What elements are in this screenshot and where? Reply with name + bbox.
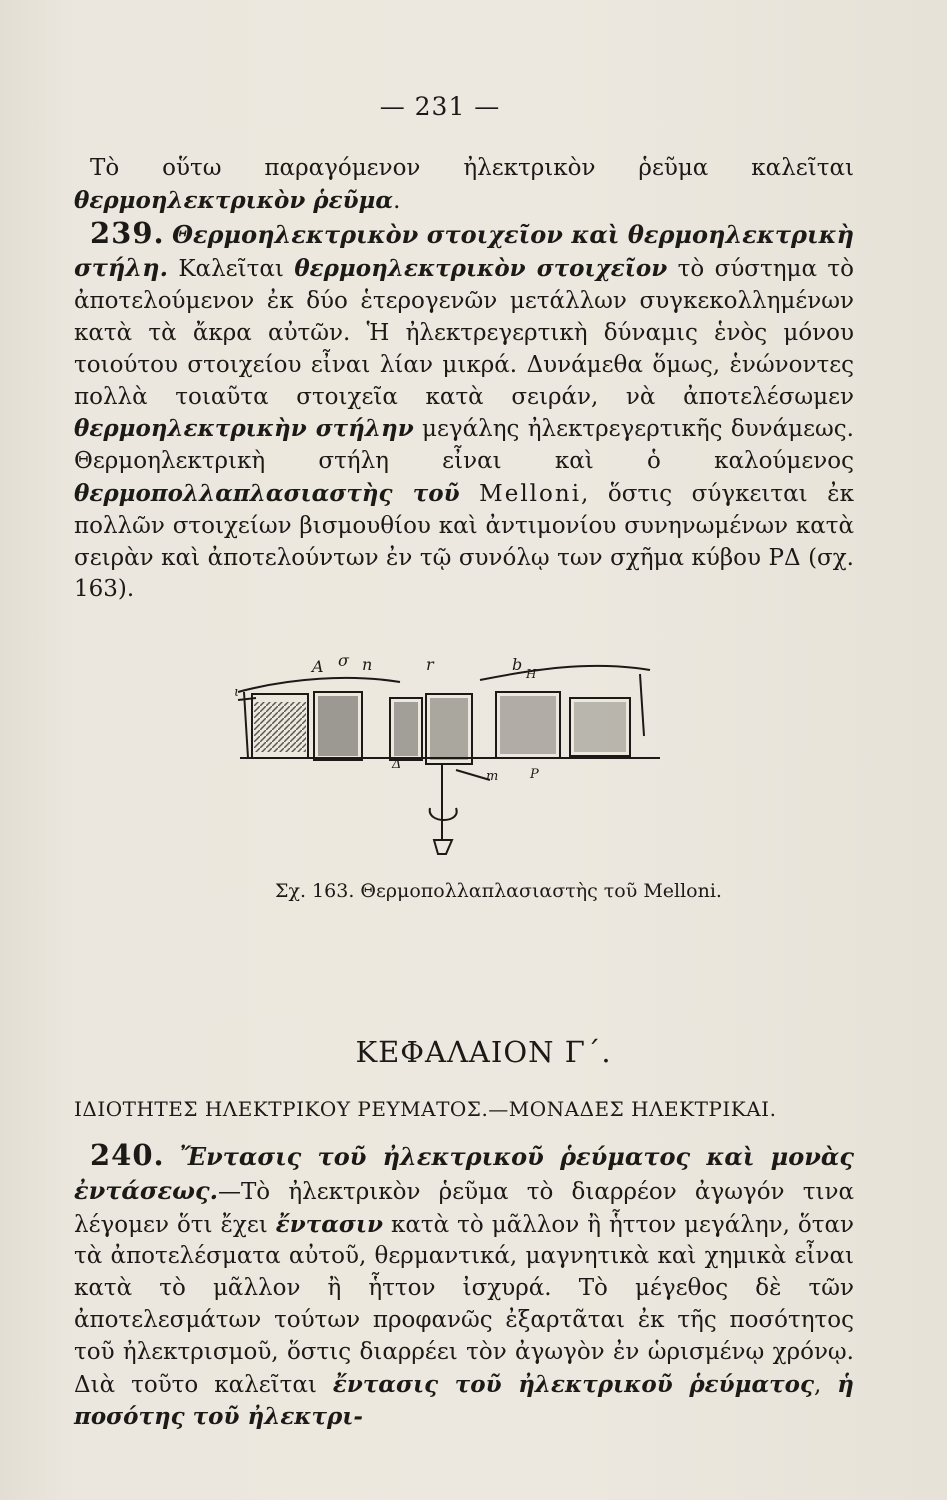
term-thermoelectric-element: θερμοηλεκτρικὸν στοιχεῖον: [294, 255, 668, 283]
page-number: — 231 —: [379, 92, 501, 121]
left-cone-shade: [254, 702, 306, 752]
intro-paragraph: Τὸ οὕτω παραγόμενον ἠλεκτρικὸν ῥεῦμα καλεῖται θερμοηλεκτρικὸν ῥεῦμα.: [74, 155, 854, 214]
upper-text-block: [74, 153, 854, 606]
chapter-subtitle: ΙΔΙΟΤΗΤΕΣ ΗΛΕΚΤΡΙΚΟΥ ΡΕΥΜΑΤΟΣ.—ΜΟΝΑΔΕΣ ΗΛΕΚΤΡΙΚΑΙ.: [74, 1097, 777, 1121]
term-quantity: ἡ ποσότης τοῦ ἠλεκτρι-: [74, 1370, 854, 1431]
term-current-intensity: ἔντασις τοῦ ἠλεκτρικοῦ ῥεύματος: [332, 1370, 814, 1398]
fig-label-h: H: [526, 667, 537, 681]
stand: [430, 764, 457, 854]
fig-label-r: r: [426, 655, 434, 674]
section-240-title: Ἔντασις τοῦ ἠλεκτρικοῦ ῥεύματος καὶ μονὰς ἐντάσεως.: [74, 1142, 854, 1205]
lower-text-block: [74, 1140, 854, 1434]
term-thermoelectric-current: θερμοηλεκτρικὸν ῥεῦμα: [74, 186, 394, 214]
term-intensity: ἔντασιν: [275, 1210, 383, 1238]
figure-caption: Σχ. 163. Θερμοπολλαπλασιαστὴς τοῦ Melloni.: [275, 880, 722, 902]
term-thermoelectric-pile: θερμοηλεκτρικὴν στήλην: [74, 415, 414, 443]
left-screen-shade: [318, 696, 358, 756]
fig-label-m: m: [486, 769, 499, 784]
fig-label-sigma: σ: [338, 651, 349, 670]
section-240-number: 240.: [90, 1138, 165, 1172]
section-239-number: 239.: [90, 215, 165, 250]
fig-label-a: A: [312, 657, 324, 676]
section-239-title: Θερμοηλεκτρικὸν στοιχεῖον καὶ θερμοηλεκτρικὴ στήλη.: [74, 219, 855, 283]
fig-label-delta: Δ: [392, 757, 402, 772]
housing-shade: [430, 698, 468, 760]
chapter-title: ΚΕΦΑΛΑΙΟΝ Γ΄.: [355, 1035, 612, 1069]
melloni-thermomultiplier-figure: [230, 640, 670, 870]
fig-label-n: n: [362, 655, 373, 674]
fig-label-b: b: [512, 655, 523, 674]
term-multiplier: θερμοπολλαπλασιαστὴς τοῦ: [74, 479, 460, 507]
right-rod: [640, 674, 644, 736]
pile-shade: [394, 702, 418, 756]
fig-label-iota: ι: [234, 685, 240, 700]
section-239-paragraph: 239. Θερμοηλεκτρικὸν στοιχεῖον καὶ θερμοηλεκτρικὴ στήλη. Καλεῖται θερμοηλεκτρικὸν στοιχεῖον τὸ σύστημα τὸ ἀποτελούμενον ἐκ δύο ἑτερογενῶν μετάλλων συγκεκολλημένων κατὰ τὰ ἄκρα αὐτῶν. Ἡ ἠλεκτρεγερτικὴ δύναμις ἑνὸς μόνου τοιούτου στοιχείου εἶναι λίαν μικρά. Δυνάμεθα ὅμως, ἑνώνοντες πολλὰ τοιαῦτα στοιχεῖα κατὰ σειράν, νὰ ἀποτελέσωμεν θερμοηλεκτρικὴν στήλην μεγάλης ἠλεκτρεγερτικῆς δυνάμεως. Θερμοηλεκτρικὴ στήλη εἶναι καὶ ὁ καλούμενος θερμοπολλαπλασιαστὴς τοῦ Melloni, ὅστις σύγκειται ἐκ πολλῶν στοιχείων βισμουθίου καὶ ἀντιμονίου συνηνωμένων κατὰ σειρὰν καὶ ἀποτελούντων ἐν τῷ συνόλῳ των σχῆμα κύβου ΡΔ (σχ. 163).: [74, 215, 855, 603]
section-240-paragraph: 240. Ἔντασις τοῦ ἠλεκτρικοῦ ῥεύματος καὶ μονὰς ἐντάσεως.—Τὸ ἠλεκτρικὸν ῥεῦμα τὸ διαρρέον ἀγωγόν τινα λέγομεν ὅτι ἔχει ἔντασιν κατὰ τὸ μᾶλλον ἢ ἧττον μεγάλην, ὅταν τὰ ἀποτελέσματα αὐτοῦ, θερμαντικά, μαγνητικὰ καὶ χημικὰ εἶναι κατὰ τὸ μᾶλλον ἢ ἧττον ἰσχυρά. Τὸ μέγεθος δὲ τῶν ἀποτελεσμάτων τούτων προφανῶς ἐξαρτᾶται ἐκ τῆς ποσότητος τοῦ ἠλεκτρισμοῦ, ὅστις διαρρέει τὸν ἀγωγὸν ἐν ὡρισμένῳ χρόνῳ. Διὰ τοῦτο καλεῖται ἔντασις τοῦ ἠλεκτρικοῦ ῥεύματος, ἡ ποσότης τοῦ ἠλεκτρι-: [74, 1138, 854, 1431]
pointer-m: [456, 770, 490, 780]
right-screen-shade: [574, 702, 626, 752]
wire-top: [238, 666, 650, 692]
left-cone-edge: [238, 692, 256, 758]
right-cone-shade: [500, 696, 556, 754]
fig-label-p: P: [530, 767, 539, 782]
melloni-name: Melloni: [479, 480, 582, 507]
